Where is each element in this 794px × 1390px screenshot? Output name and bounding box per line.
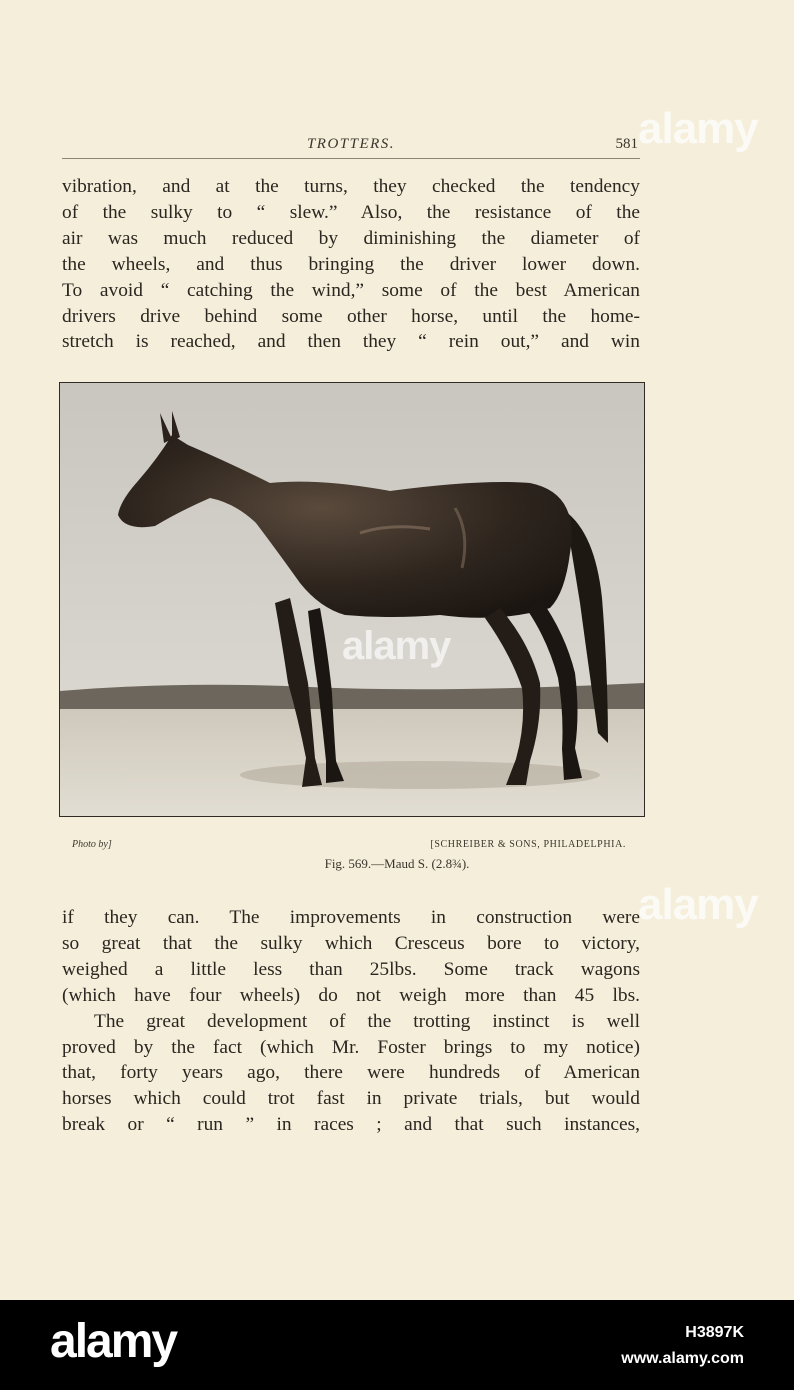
running-header <box>62 134 640 159</box>
text-line: if they can. The improvements in construction were <box>62 907 640 928</box>
footer-url: www.alamy.com <box>621 1350 744 1367</box>
text-line: vibration, and at the turns, they checked the tendency <box>62 176 640 197</box>
stock-footer-bar <box>0 1300 794 1390</box>
top-paragraph <box>62 174 640 355</box>
text-line: proved by the fact (which Mr. Foster brings to my notice) <box>62 1036 640 1058</box>
horse-illustration <box>60 383 644 816</box>
watermark: alamy <box>638 880 758 929</box>
text-line: so great that the sulky which Cresceus bore to victory, <box>62 932 640 954</box>
text-line: drivers drive behind some other horse, until the home- <box>62 305 640 327</box>
image-id: H3897K <box>685 1324 744 1341</box>
horse-shadow <box>240 761 600 789</box>
watermark: alamy <box>638 104 758 153</box>
text-line: horses which could trot fast in private trials, but would <box>62 1088 640 1110</box>
text-line: stretch is reached, and then they “ rein out,” and win <box>62 331 640 353</box>
alamy-logo: alamy <box>50 1315 177 1368</box>
photo-credit-left: Photo by] <box>72 839 112 850</box>
text-line: The great development of the trotting instinct is well <box>94 1010 640 1032</box>
page-number: 581 <box>615 136 638 152</box>
text-line: the wheels, and thus bringing the driver lower down. <box>62 253 640 275</box>
figure-caption: Fig. 569.—Maud S. (2.8¾). <box>324 856 470 871</box>
text-line: weighed a little less than 25lbs. Some track wagons <box>62 958 640 980</box>
running-title: TROTTERS. <box>306 136 396 152</box>
text-line: (which have four wheels) do not weigh more than 45 lbs. <box>62 984 640 1006</box>
text-line: break or “ run ” in races ; and that such instances, <box>62 1114 640 1136</box>
bottom-paragraphs <box>62 905 640 1138</box>
horse-photograph <box>59 382 645 817</box>
photo-credit-right: [SCHREIBER & SONS, PHILADELPHIA. <box>430 839 626 850</box>
text-line: To avoid “ catching the wind,” some of the best American <box>62 279 640 301</box>
text-line: that, forty years ago, there were hundreds of American <box>62 1062 640 1084</box>
text-line: of the sulky to “ slew.” Also, the resistance of the <box>62 201 640 223</box>
text-line: air was much reduced by diminishing the diameter of <box>62 227 640 249</box>
watermark: alamy <box>342 624 451 668</box>
